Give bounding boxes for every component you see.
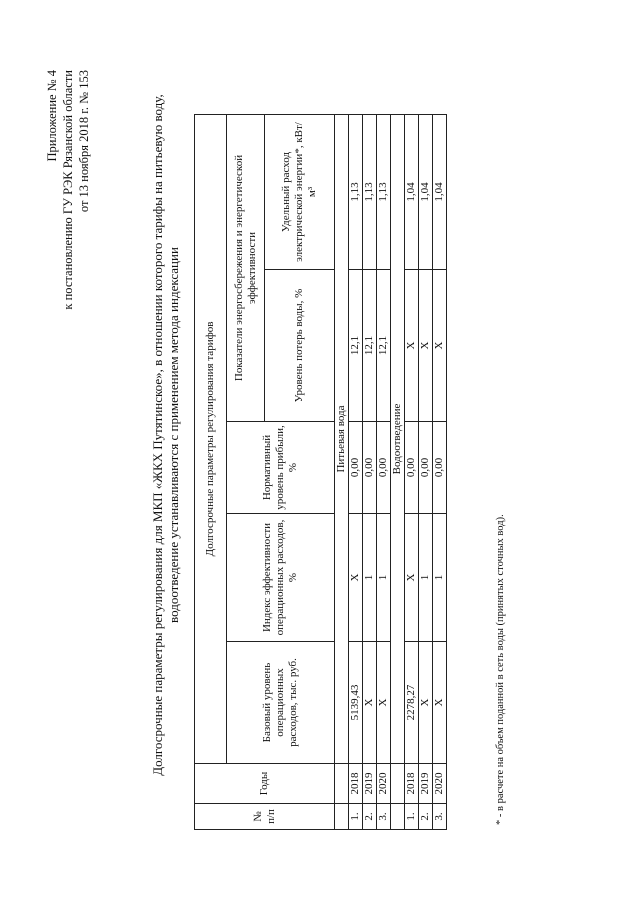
table-row-index: Х: [349, 514, 363, 642]
document-title: [150, 40, 182, 830]
header-water-loss: Уровень потерь воды, %: [265, 270, 335, 422]
table-row-profit: 0,00: [349, 422, 363, 514]
table-row-year: 2019: [419, 764, 433, 804]
header-energy-group: Показатели энергосбережения и энергетической эффективности: [227, 115, 265, 422]
table-row-year: 2019: [363, 764, 377, 804]
table-row-loss: 12,1: [363, 270, 377, 422]
title-line-1: Долгосрочные параметры регулирования для МКП «ЖКХ Путятинское», в отношении которого тарифы на питьевую воду,: [150, 94, 165, 776]
section-label-wastewater: Водоотведение: [391, 115, 405, 764]
table-row-num: 1.: [349, 804, 363, 830]
table-row-loss: 12,1: [377, 270, 391, 422]
table-row-energy: 1,04: [419, 115, 433, 270]
table-row-base: Х: [363, 642, 377, 764]
table-row-index: 1: [419, 514, 433, 642]
table-row-energy: 1,04: [433, 115, 447, 270]
appendix-number: Приложение № 4: [45, 70, 59, 162]
table-row-base: 5139,43: [349, 642, 363, 764]
table-row-year: 2018: [349, 764, 363, 804]
table-row-num: 1.: [405, 804, 419, 830]
table-row-energy: 1,13: [349, 115, 363, 270]
table-row-base: 2278,27: [405, 642, 419, 764]
header-profit-level: Нормативный уровень прибыли, %: [227, 422, 335, 514]
table-row-num: 2.: [419, 804, 433, 830]
table-row-num: 3.: [433, 804, 447, 830]
table-row-index: Х: [405, 514, 419, 642]
appendix-reference: к постановлению ГУ РЭК Рязанской области: [61, 70, 75, 310]
footnote: * - в расчете на объем поданной в сеть воды (принятых сточных вод).: [495, 514, 506, 825]
header-years: Годы: [195, 764, 335, 804]
table-row-num: 2.: [363, 804, 377, 830]
appendix-header: [44, 70, 92, 310]
table-row-year: 2018: [405, 764, 419, 804]
table-row-year: 2020: [433, 764, 447, 804]
table-row-profit: 0,00: [405, 422, 419, 514]
table-row-base: Х: [433, 642, 447, 764]
header-base-level: Базовый уровень операционных расходов, тыс. руб.: [227, 642, 335, 764]
header-efficiency-index: Индекс эффективности операционных расходов, %: [227, 514, 335, 642]
header-specific-energy: Удельный расход электрической энергии*, кВт/м³: [265, 115, 335, 270]
table-row-year: 2020: [377, 764, 391, 804]
title-line-2: водоотведение устанавливаются с применением метода индексации: [166, 247, 181, 623]
table-row-loss: Х: [405, 270, 419, 422]
table-row-base: Х: [419, 642, 433, 764]
table-row-base: Х: [377, 642, 391, 764]
appendix-date: от 13 ноября 2018 г. № 153: [77, 70, 91, 213]
table-row-profit: 0,00: [363, 422, 377, 514]
table-row-loss: Х: [433, 270, 447, 422]
table-row-energy: 1,04: [405, 115, 419, 270]
parameters-table: [194, 114, 447, 830]
section-label-drinking-water: Питьевая вода: [335, 115, 349, 764]
table-row-num: 3.: [377, 804, 391, 830]
header-num: № п/п: [195, 804, 335, 830]
table-row-index: 1: [433, 514, 447, 642]
table-row-profit: 0,00: [433, 422, 447, 514]
table-row-profit: 0,00: [377, 422, 391, 514]
table-row-loss: Х: [419, 270, 433, 422]
table-row-loss: 12,1: [349, 270, 363, 422]
table-row-profit: 0,00: [419, 422, 433, 514]
header-long-term-group: Долгосрочные параметры регулирования тарифов: [195, 115, 227, 764]
table-row-index: 1: [377, 514, 391, 642]
table-row-index: 1: [363, 514, 377, 642]
table-row-energy: 1,13: [363, 115, 377, 270]
table-row-energy: 1,13: [377, 115, 391, 270]
